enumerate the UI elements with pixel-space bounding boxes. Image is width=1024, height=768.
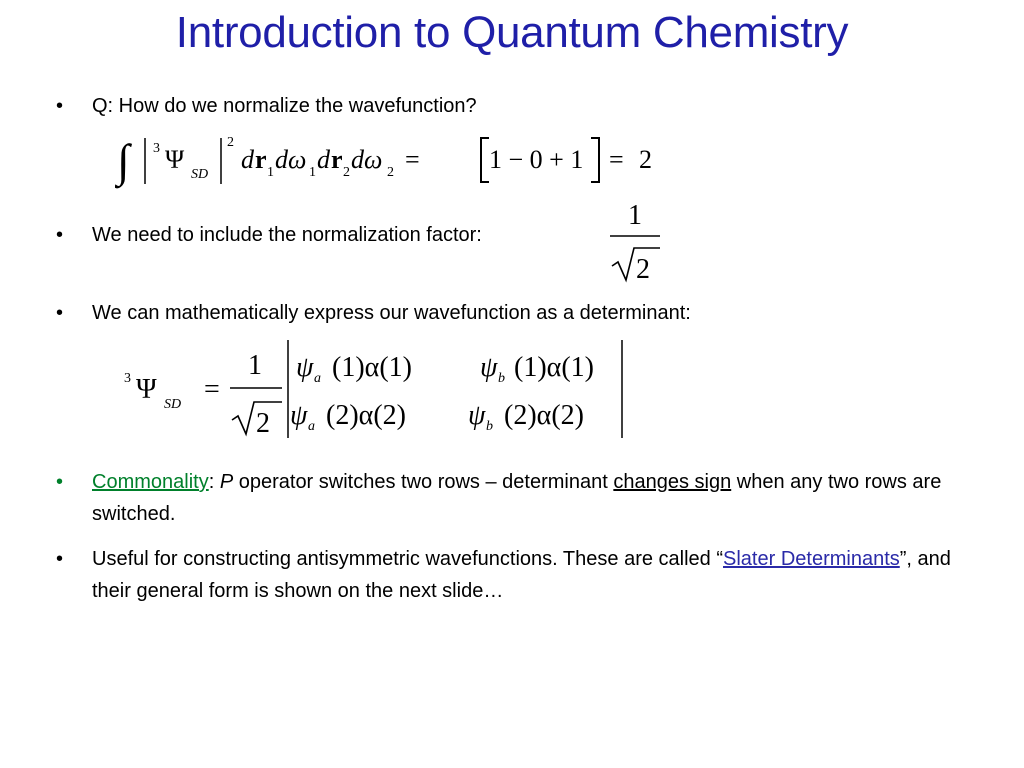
svg-text:1: 1 [267, 165, 274, 180]
svg-text:Ψ: Ψ [165, 145, 185, 174]
svg-text:1 − 0 + 1: 1 − 0 + 1 [489, 145, 584, 174]
svg-text:b: b [498, 371, 505, 386]
svg-text:2: 2 [256, 408, 270, 439]
svg-text:ψ: ψ [468, 400, 486, 431]
svg-text:b: b [486, 419, 493, 434]
svg-text:d: d [317, 145, 330, 174]
svg-text:3: 3 [124, 371, 131, 386]
svg-text:(2)α(2): (2)α(2) [504, 400, 584, 431]
svg-text:2: 2 [387, 165, 394, 180]
bullet-text-slater: Useful for constructing antisymmetric wavefunctions. These are called “Slater Determinants”, and their general form is shown on the next slide… [92, 548, 951, 602]
bullet-marker: • [56, 471, 64, 493]
svg-text:1: 1 [309, 165, 316, 180]
bullet-marker: • [56, 548, 64, 570]
commonality-link[interactable]: Commonality [92, 471, 209, 493]
svg-text:ψ: ψ [296, 352, 314, 383]
svg-text:(1)α(1): (1)α(1) [514, 352, 594, 383]
svg-text:dω: dω [351, 145, 383, 174]
svg-text:r: r [331, 145, 343, 174]
normalization-integral-equation [115, 124, 675, 194]
slater-determinant-equation [118, 336, 638, 446]
svg-text:(2)α(2): (2)α(2) [326, 400, 406, 431]
bullet-text-normalize-question: Q: How do we normalize the wavefunction? [92, 95, 477, 117]
svg-text:2: 2 [639, 145, 652, 174]
svg-text:Ψ: Ψ [136, 374, 157, 405]
svg-text:ψ: ψ [480, 352, 498, 383]
bullet-marker: • [56, 302, 64, 324]
normalization-factor-fraction [600, 194, 670, 286]
svg-text:=: = [204, 374, 220, 405]
svg-text:SD: SD [191, 167, 209, 182]
changes-sign-text: changes sign [613, 471, 732, 493]
svg-text:a: a [308, 419, 315, 434]
integral-sign: ∫ [117, 135, 130, 186]
svg-text:dω: dω [275, 145, 307, 174]
svg-text:1: 1 [248, 350, 262, 381]
svg-text:=: = [405, 145, 420, 174]
svg-text:a: a [314, 371, 321, 386]
svg-text:d: d [241, 145, 254, 174]
bullet-marker: • [56, 95, 64, 117]
bullet-text-determinant: We can mathematically express our wavefunction as a determinant: [92, 302, 691, 324]
bullet-text-normalization-factor: We need to include the normalization factor: [92, 224, 482, 246]
svg-text:ψ: ψ [290, 400, 308, 431]
slide-title: Introduction to Quantum Chemistry [175, 8, 849, 57]
bullet-text-commonality: Commonality: P operator switches two rows – determinant changes sign when any two rows are switched. [92, 471, 942, 525]
svg-text:2: 2 [343, 165, 350, 180]
slater-determinants-link[interactable]: Slater Determinants [723, 548, 900, 570]
svg-text:3: 3 [153, 141, 160, 156]
svg-text:(1)α(1): (1)α(1) [332, 352, 412, 383]
svg-text:1: 1 [628, 200, 642, 231]
svg-text:2: 2 [636, 254, 650, 285]
bullet-marker: • [56, 224, 64, 246]
svg-text:=: = [609, 145, 624, 174]
svg-text:SD: SD [164, 397, 182, 412]
svg-text:r: r [255, 145, 267, 174]
svg-text:2: 2 [227, 135, 234, 150]
